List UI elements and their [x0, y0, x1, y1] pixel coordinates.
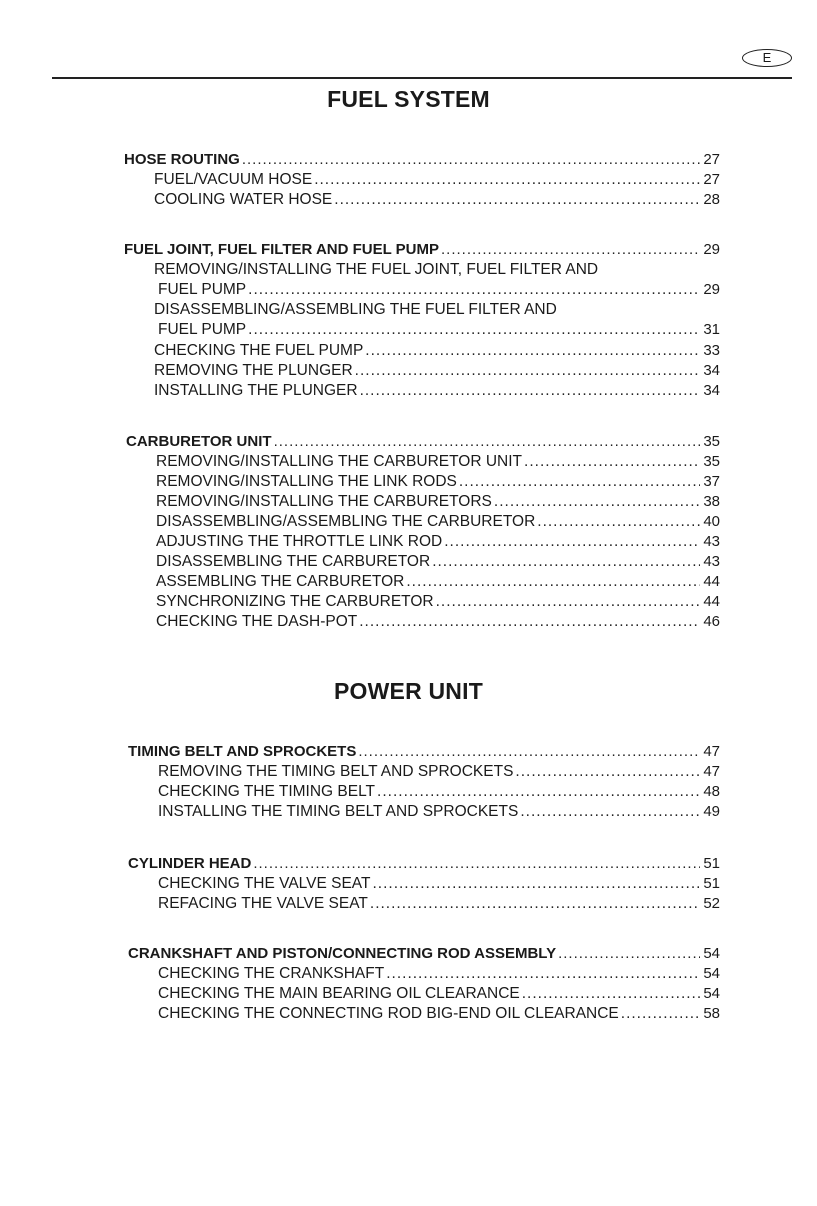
leader-dots: [355, 361, 701, 381]
page-number: 43: [703, 533, 720, 550]
toc-entry[interactable]: [156, 612, 720, 632]
leader-dots: [386, 964, 700, 984]
leader-dots: [377, 782, 700, 802]
toc-heading-hose-routing[interactable]: [124, 150, 720, 170]
page-number: 35: [703, 433, 720, 450]
toc-label: CHECKING THE VALVE SEAT: [158, 875, 371, 892]
toc-label: CRANKSHAFT AND PISTON/CONNECTING ROD ASSEMBLY: [128, 945, 557, 962]
page-number: 54: [703, 985, 720, 1002]
page-number: 51: [703, 855, 720, 872]
leader-dots: [253, 854, 700, 874]
page-number: 54: [703, 965, 720, 982]
toc-entry[interactable]: [156, 472, 720, 492]
toc-entry[interactable]: [154, 361, 720, 381]
leader-dots: [459, 472, 700, 492]
toc-entry[interactable]: [156, 452, 720, 472]
leader-dots: [274, 432, 701, 452]
toc-label: ADJUSTING THE THROTTLE LINK ROD: [156, 533, 443, 550]
toc-heading-cylinder-head[interactable]: [128, 854, 720, 874]
page-number: 47: [703, 743, 720, 760]
toc-label: DISASSEMBLING/ASSEMBLING THE CARBURETOR: [156, 513, 536, 530]
toc-entry[interactable]: [158, 1004, 720, 1024]
toc-entry[interactable]: [158, 874, 720, 894]
toc-entry[interactable]: [158, 320, 720, 340]
toc-entry-first-line: REMOVING/INSTALLING THE FUEL JOINT, FUEL FILTER AND: [154, 261, 599, 278]
page-number: 33: [703, 342, 720, 359]
page-number: 44: [703, 573, 720, 590]
page-number: 29: [703, 241, 720, 258]
leader-dots: [372, 874, 700, 894]
page-number: 27: [703, 151, 720, 168]
toc-label: FUEL/VACUUM HOSE: [154, 171, 313, 188]
page-number: 52: [703, 895, 720, 912]
leader-dots: [558, 944, 700, 964]
leader-dots: [359, 612, 700, 632]
page-number: 51: [703, 875, 720, 892]
toc-label: REMOVING THE TIMING BELT AND SPROCKETS: [158, 763, 514, 780]
page-number: 48: [703, 783, 720, 800]
leader-dots: [314, 170, 700, 190]
toc-heading-fuel-joint[interactable]: [124, 240, 720, 260]
toc-label: TIMING BELT AND SPROCKETS: [128, 743, 357, 760]
leader-dots: [365, 341, 700, 361]
toc-label: REMOVING THE PLUNGER: [154, 362, 353, 379]
page-number: 43: [703, 553, 720, 570]
toc-label: CYLINDER HEAD: [128, 855, 252, 872]
language-badge: E: [742, 49, 792, 67]
leader-dots: [248, 320, 700, 340]
page-number: 40: [703, 513, 720, 530]
toc-label: ASSEMBLING THE CARBURETOR: [156, 573, 405, 590]
leader-dots: [358, 742, 700, 762]
leader-dots: [494, 492, 700, 512]
toc-label: CHECKING THE MAIN BEARING OIL CLEARANCE: [158, 985, 520, 1002]
leader-dots: [406, 572, 700, 592]
toc-entry[interactable]: [158, 280, 720, 300]
toc-entry[interactable]: [156, 492, 720, 512]
leader-dots: [436, 592, 701, 612]
toc-entry[interactable]: [154, 170, 720, 190]
page-number: 47: [703, 763, 720, 780]
toc-entry[interactable]: [156, 532, 720, 552]
page-number: 28: [703, 191, 720, 208]
leader-dots: [621, 1004, 701, 1024]
toc-entry[interactable]: [156, 572, 720, 592]
toc-label: REMOVING/INSTALLING THE CARBURETORS: [156, 493, 492, 510]
page-number: 49: [703, 803, 720, 820]
page-number: 34: [703, 362, 720, 379]
section-title-power-unit: POWER UNIT: [334, 678, 483, 704]
leader-dots: [242, 150, 700, 170]
page-number: 38: [703, 493, 720, 510]
toc-label: FUEL JOINT, FUEL FILTER AND FUEL PUMP: [124, 241, 440, 258]
toc-label: CHECKING THE FUEL PUMP: [154, 342, 364, 359]
toc-entry[interactable]: [158, 802, 720, 822]
leader-dots: [524, 452, 700, 472]
toc-entry[interactable]: [158, 782, 720, 802]
toc-label: HOSE ROUTING: [124, 151, 240, 168]
toc-label: REFACING THE VALVE SEAT: [158, 895, 368, 912]
toc-label: REMOVING/INSTALLING THE CARBURETOR UNIT: [156, 453, 523, 470]
toc-heading-carburetor-unit[interactable]: [126, 432, 720, 452]
toc-entry[interactable]: [154, 381, 720, 401]
page-number: 34: [703, 382, 720, 399]
section-title-fuel-system: FUEL SYSTEM: [327, 86, 490, 112]
toc-entry[interactable]: [158, 984, 720, 1004]
page-number: 54: [703, 945, 720, 962]
page-number: 27: [703, 171, 720, 188]
leader-dots: [515, 762, 700, 782]
toc-label: CHECKING THE TIMING BELT: [158, 783, 376, 800]
toc-label: SYNCHRONIZING THE CARBURETOR: [156, 593, 434, 610]
leader-dots: [248, 280, 700, 300]
toc-label: FUEL PUMP: [158, 281, 247, 298]
toc-entry[interactable]: [154, 190, 720, 210]
toc-label: CHECKING THE DASH-POT: [156, 613, 358, 630]
toc-label: CARBURETOR UNIT: [126, 433, 272, 450]
leader-dots: [444, 532, 700, 552]
toc-entry[interactable]: [158, 894, 720, 914]
toc-label: REMOVING/INSTALLING THE LINK RODS: [156, 473, 457, 490]
header-rule: [52, 77, 792, 79]
leader-dots: [522, 984, 701, 1004]
toc-entry[interactable]: [156, 512, 720, 532]
toc-label: CHECKING THE CRANKSHAFT: [158, 965, 385, 982]
page-number: 35: [703, 453, 720, 470]
page-number: 58: [703, 1005, 720, 1022]
toc-entry[interactable]: [158, 762, 720, 782]
toc-heading-timing-belt[interactable]: [128, 742, 720, 762]
toc-label: INSTALLING THE PLUNGER: [154, 382, 358, 399]
toc-entry-first-line: DISASSEMBLING/ASSEMBLING THE FUEL FILTER AND: [154, 301, 557, 318]
leader-dots: [370, 894, 700, 914]
toc-entry[interactable]: [156, 592, 720, 612]
leader-dots: [441, 240, 700, 260]
page-number: 46: [703, 613, 720, 630]
page-number: 29: [703, 281, 720, 298]
leader-dots: [520, 802, 700, 822]
leader-dots: [360, 381, 701, 401]
toc-label: COOLING WATER HOSE: [154, 191, 333, 208]
leader-dots: [537, 512, 700, 532]
toc-entry[interactable]: [156, 552, 720, 572]
leader-dots: [334, 190, 700, 210]
toc-entry[interactable]: [154, 341, 720, 361]
toc-heading-crankshaft[interactable]: [128, 944, 720, 964]
toc-label: DISASSEMBLING THE CARBURETOR: [156, 553, 431, 570]
toc-label: CHECKING THE CONNECTING ROD BIG-END OIL CLEARANCE: [158, 1005, 619, 1022]
page-number: 37: [703, 473, 720, 490]
toc-entry[interactable]: [158, 964, 720, 984]
toc-label: INSTALLING THE TIMING BELT AND SPROCKETS: [158, 803, 519, 820]
leader-dots: [432, 552, 700, 572]
page-number: 44: [703, 593, 720, 610]
page-number: 31: [703, 321, 720, 338]
toc-label: FUEL PUMP: [158, 321, 247, 338]
